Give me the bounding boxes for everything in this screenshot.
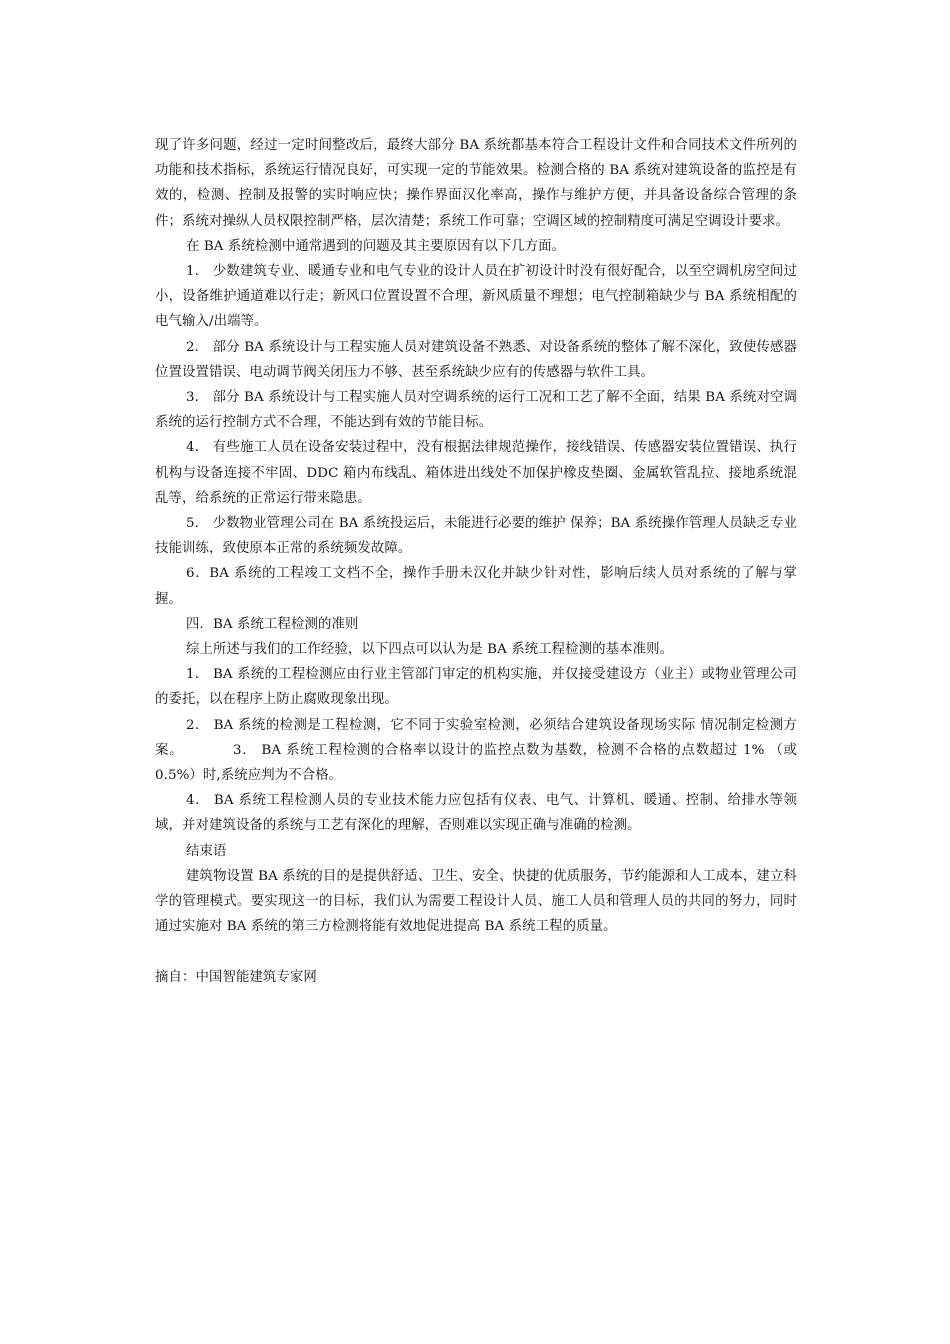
paragraph-problem-6: 6．BA 系统的工程竣工文档不全，操作手册未汉化并缺少针对性，影响后续人员对系统的了解与掌握。 — [155, 566, 797, 607]
paragraph-problem-1: 1． 少数建筑专业、暖通专业和电气专业的设计人员在扩初设计时没有很好配合，以至空调机房空间过小，设备维护通道难以行走；新风口位置设置不合理，新风质量不理想；电气控制箱缺少与 BA 系统相配的电气输入/出端等。 — [155, 264, 797, 330]
paragraph-intro: 现了许多问题，经过一定时间整改后，最终大部分 BA 系统都基本符合工程设计文件和合同技术文件所列的功能和技术指标，系统运行情况良好，可实现一定的节能效果。检测合格的 BA 系统对建筑设备的监控是有效的，检测、控制及报警的实时响应快；操作界面汉化率高，操作与维护方便，并具备设备综合管理的条件；系统对操纵人员权限控制严格，层次清楚；系统工作可靠；空调区域的控制精度可满足空调设计要求。 — [155, 138, 797, 229]
paragraph-principle-2-3: 2． BA 系统的检测是工程检测，它不同于实验室检测，必须结合建筑设备现场实际 情况制定检测方案。 3． BA 系统工程检测的合格率以设计的监控点数为基数，检测不合格的点数超过 1% （或 0.5%）时,系统应判为不合格。 — [155, 717, 797, 784]
paragraph-problem-3: 3． 部分 BA 系统设计与工程实施人员对空调系统的运行工况和工艺了解不全面，结果 BA 系统对空调系统的运行控制方式不合理，不能达到有效的节能目标。 — [155, 390, 797, 431]
section-heading-principles: 四．BA 系统工程检测的准则 — [186, 616, 359, 632]
paragraph-problem-2: 2． 部分 BA 系统设计与工程实施人员对建筑设备不熟悉、对设备系统的整体了解不深化，致使传感器位置设置错误、电动调节阀关闭压力不够、甚至系统缺少应有的传感器与软件工具。 — [155, 339, 797, 380]
paragraph-problem-4: 4． 有些施工人员在设备安装过程中，没有根据法律规范操作，接线错误、传感器安装位置错误、执行机构与设备连接不牢固、DDC 箱内布线乱、箱体进出线处不加保护橡皮垫圈、金属软管乱拉、接地系统混乱等，给系统的正常运行带来隐患。 — [155, 440, 797, 506]
paragraph-principle-1: 1． BA 系统的工程检测应由行业主管部门审定的机构实施，并仅接受建设方（业主）或物业管理公司的委托，以在程序上防止腐败现象出现。 — [155, 667, 797, 708]
paragraph-principles-intro: 综上所述与我们的工作经验，以下四点可以认为是 BA 系统工程检测的基本准则。 — [186, 642, 674, 658]
paragraph-conclusion: 建筑物设置 BA 系统的目的是提供舒适、卫生、安全、快捷的优质服务，节约能源和人工成本，建立科学的管理模式。要实现这一的目标，我们认为需要工程设计人员、施工人员和管理人员的共同的努力，同时通过实施对 BA 系统的第三方检测将能有效地促进提高 BA 系统工程的质量。 — [155, 868, 797, 935]
paragraph-problems-heading: 在 BA 系统检测中通常遇到的问题及其主要原因有以下几方面。 — [186, 238, 566, 254]
source-citation: 摘自：中国智能建筑专家网 — [155, 969, 317, 985]
paragraph-principle-4: 4． BA 系统工程检测人员的专业技术能力应包括有仪表、电气、计算机、暖通、控制、给排水等领域，并对建筑设备的系统与工艺有深化的理解，否则难以实现正确与准确的检测。 — [155, 793, 797, 834]
paragraph-problem-5: 5． 少数物业管理公司在 BA 系统投运后，未能进行必要的维护 保养；BA 系统操作管理人员缺乏专业技能训练，致使原本正常的系统频发故障。 — [155, 516, 797, 557]
document-page — [155, 133, 797, 990]
section-heading-conclusion: 结束语 — [186, 843, 227, 859]
